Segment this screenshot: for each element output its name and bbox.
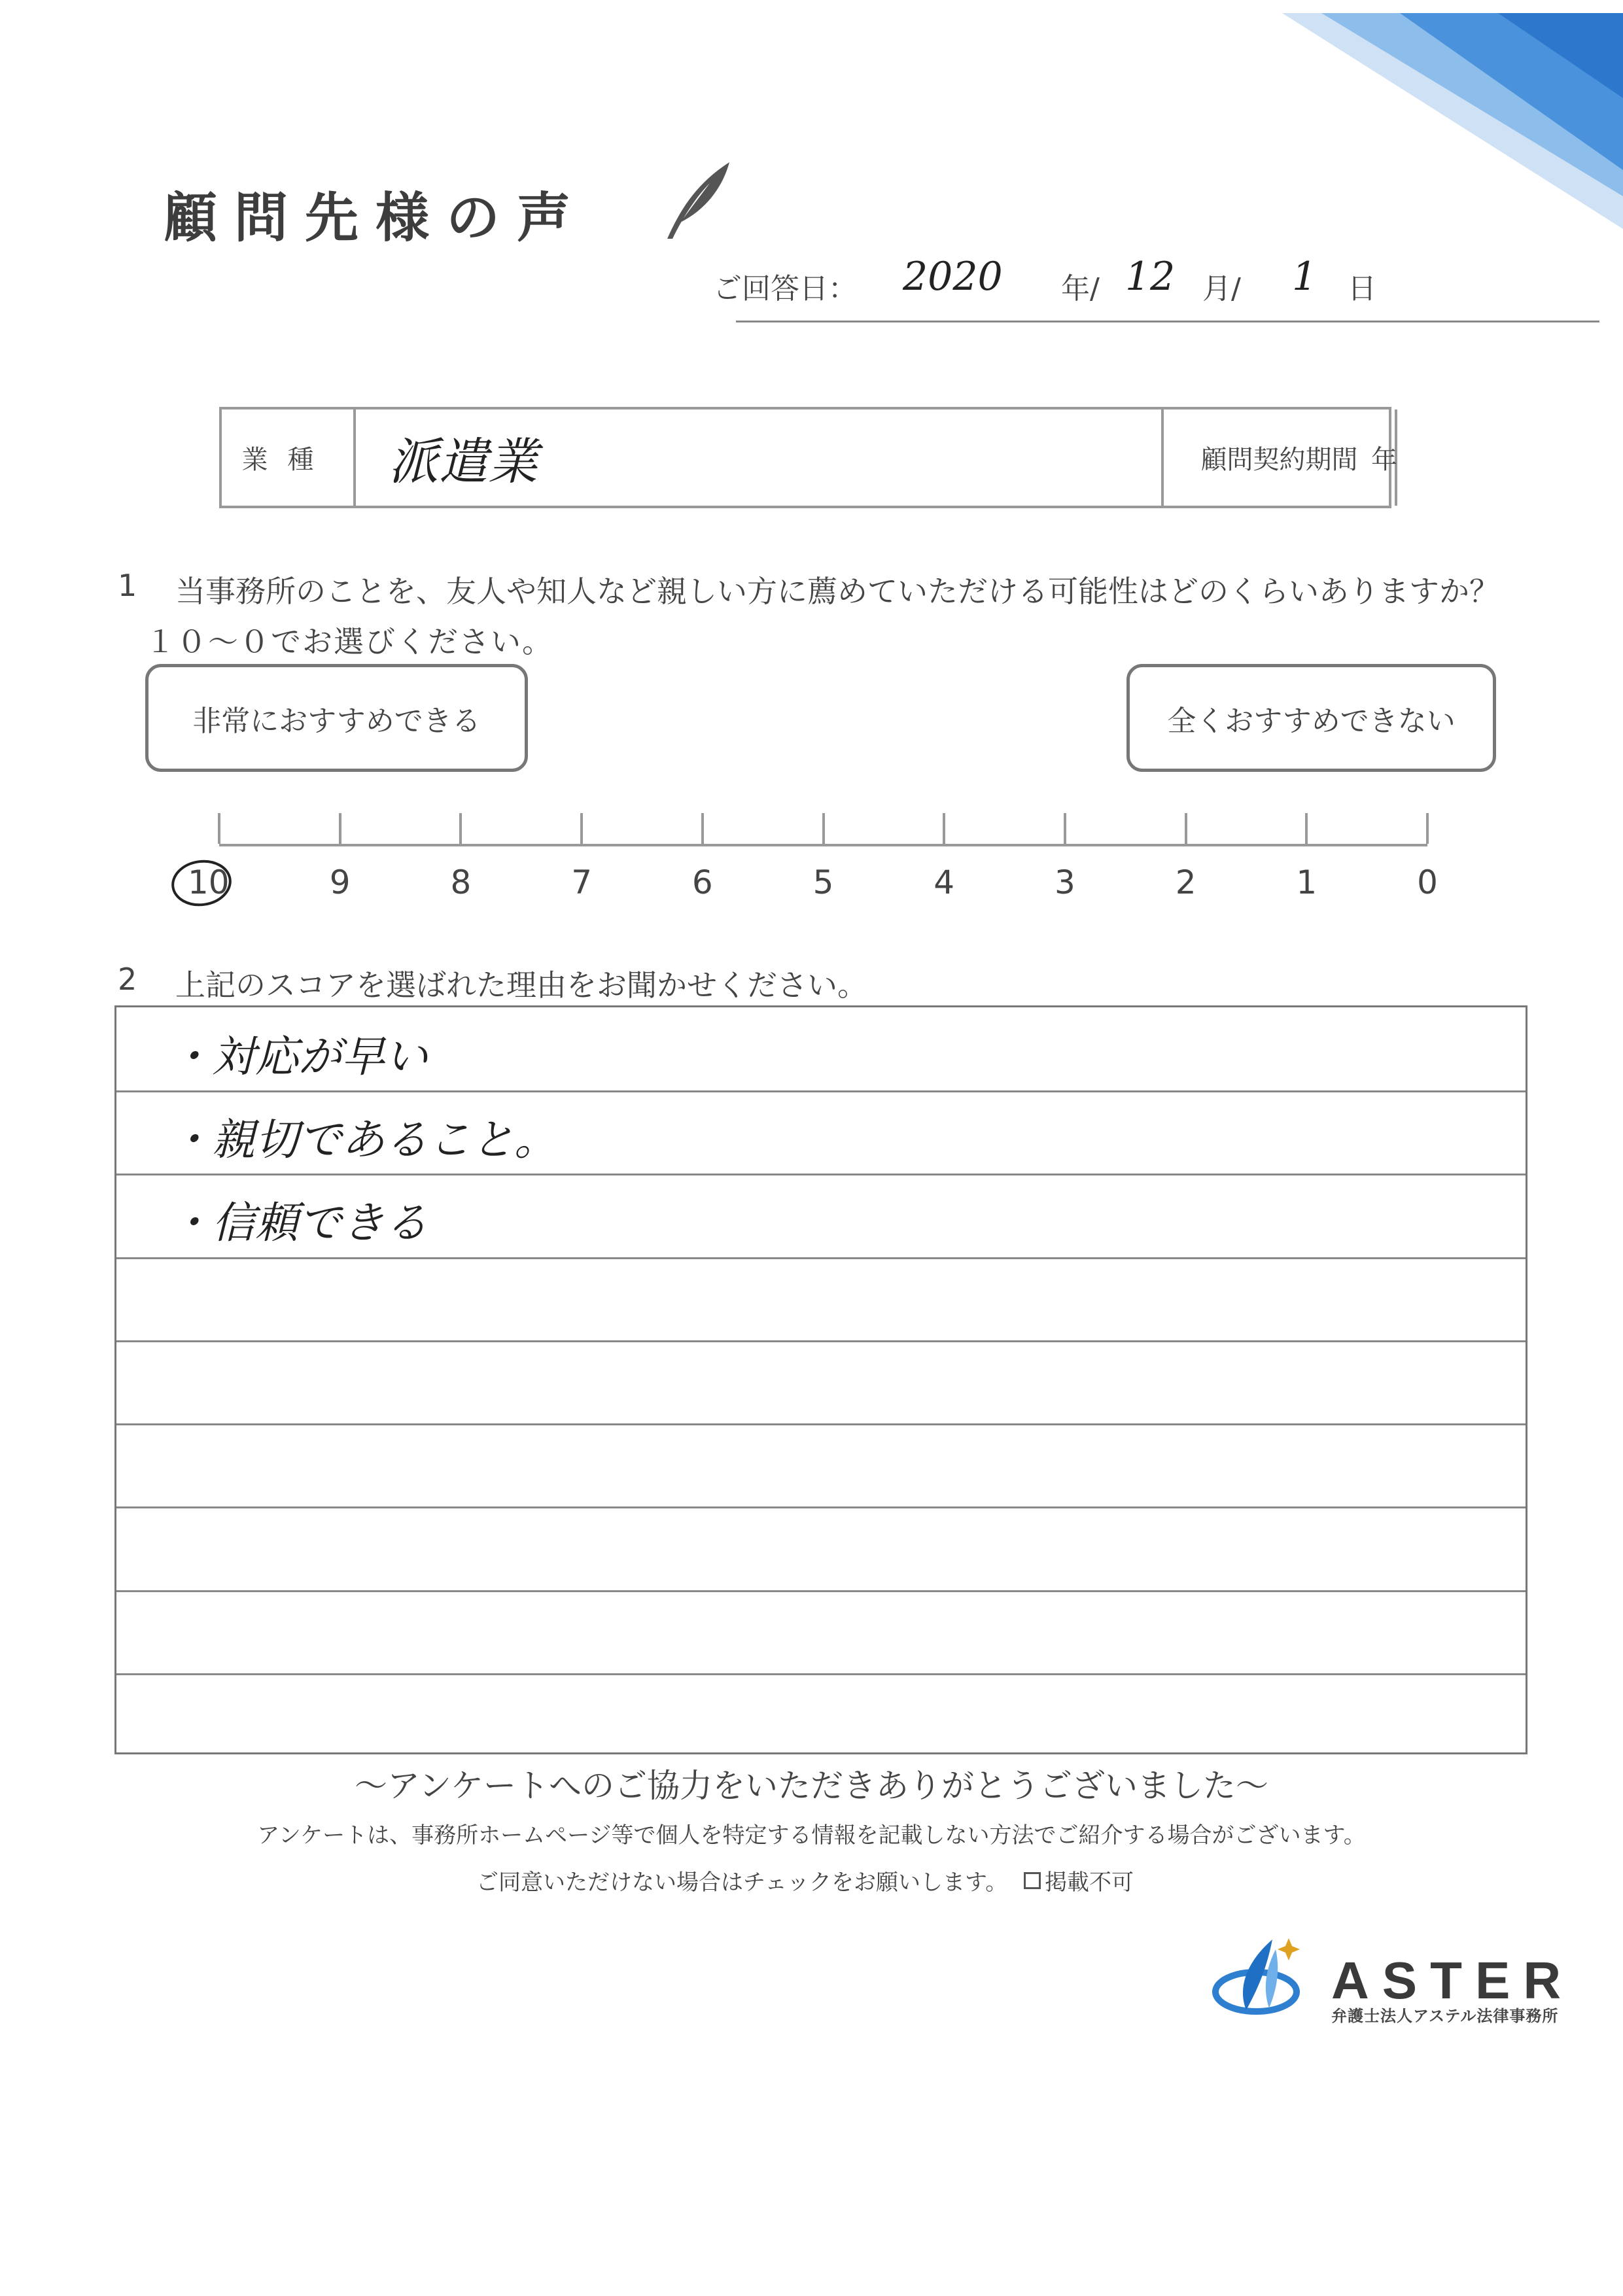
logo-subtitle: 弁護士法人アステル法律事務所 xyxy=(1331,2007,1559,2025)
scale-option-6[interactable]: 6 xyxy=(691,863,713,901)
scale-tick xyxy=(339,813,341,844)
scale-option-2[interactable]: 2 xyxy=(1175,863,1196,901)
year-unit: 年/ xyxy=(1061,272,1100,305)
month-unit: 月/ xyxy=(1202,272,1241,305)
answer-year: 2020 xyxy=(903,254,1003,300)
page-title: 顧問先様の声 xyxy=(164,187,588,249)
question1-instruction: １０〜０でお選びください。 xyxy=(145,624,553,659)
no-publish-label: 掲載不可 xyxy=(1045,1870,1134,1896)
scale-tick xyxy=(1426,813,1429,844)
corner-decoration xyxy=(1282,0,1623,229)
scale-option-1[interactable]: 1 xyxy=(1296,863,1318,901)
scale-tick xyxy=(701,813,704,844)
scale-tick xyxy=(822,813,825,844)
question2-number: 2 xyxy=(118,962,137,997)
answer-rule-line xyxy=(116,1340,1526,1342)
info-table xyxy=(219,407,1397,508)
scale-option-7[interactable]: 7 xyxy=(571,863,592,901)
contract-period-unit: 年 xyxy=(1371,445,1397,475)
score-scale-line xyxy=(219,844,1427,846)
answer-rule-line xyxy=(116,1090,1526,1092)
answer-rule-line xyxy=(116,1506,1526,1508)
answer-day: 1 xyxy=(1292,254,1318,300)
scale-tick xyxy=(943,813,945,844)
scale-option-3[interactable]: 3 xyxy=(1054,863,1075,901)
question1-text: 当事務所のことを、友人や知人など親しい方に薦めていただける可能性はどのくらいありますか？ xyxy=(175,574,1499,609)
reasons-box[interactable] xyxy=(114,1005,1527,1754)
answer-rule-line xyxy=(116,1423,1526,1425)
scale-option-9[interactable]: 9 xyxy=(329,863,351,901)
contract-period-field[interactable] xyxy=(1371,409,1417,506)
quill-icon xyxy=(661,157,733,242)
scale-tick xyxy=(1064,813,1066,844)
answer-rule-line xyxy=(116,1174,1526,1175)
scale-tick xyxy=(459,813,462,844)
thanks-message: 〜アンケートへのご協力をいただきありがとうございました〜 xyxy=(355,1767,1268,1805)
scale-tick xyxy=(1185,813,1187,844)
reason-answer-3: ・信頼できる xyxy=(169,1198,428,1249)
scale-option-0[interactable]: 0 xyxy=(1417,863,1438,901)
aster-logo-icon xyxy=(1210,1933,1308,2018)
reason-answer-1: ・対応が早い xyxy=(169,1032,428,1082)
answer-rule-line xyxy=(116,1590,1526,1592)
question1-number: 1 xyxy=(118,568,137,603)
scale-tick xyxy=(218,813,220,844)
date-underline xyxy=(736,321,1599,322)
no-publish-checkbox[interactable] xyxy=(1024,1872,1041,1889)
scale-tick xyxy=(580,813,583,844)
industry-label: 業種 xyxy=(222,409,356,506)
answer-date-label: ご回答日： xyxy=(713,272,857,305)
scale-option-10[interactable]: 10 xyxy=(188,863,230,901)
publication-note: アンケートは、事務所ホームページ等で個人を特定する情報を記載しない方法でご紹介する場合がございます。 xyxy=(257,1822,1366,1849)
reason-answer-2: ・親切であること。 xyxy=(169,1115,557,1166)
logo-wordmark: ASTER xyxy=(1331,1951,1575,2009)
answer-rule-line xyxy=(116,1673,1526,1675)
industry-value[interactable]: 派遣業 xyxy=(356,409,1164,506)
day-unit: 日 xyxy=(1348,272,1376,305)
question2-text: 上記のスコアを選ばれた理由をお聞かせください。 xyxy=(175,967,867,1003)
no-publish-option[interactable] xyxy=(1024,1864,1134,1896)
scale-option-8[interactable]: 8 xyxy=(450,863,472,901)
scale-left-label: 非常におすすめできる xyxy=(145,664,528,772)
answer-month: 12 xyxy=(1125,254,1176,300)
scale-option-4[interactable]: 4 xyxy=(934,863,955,901)
scale-option-5[interactable]: 5 xyxy=(812,863,834,901)
answer-rule-line xyxy=(116,1257,1526,1259)
scale-right-label: 全くおすすめできない xyxy=(1126,664,1496,772)
consent-note: ご同意いただけない場合はチェックをお願いします。 xyxy=(476,1870,1008,1896)
scale-tick xyxy=(1305,813,1308,844)
contract-period-label: 顧問契約期間 xyxy=(1164,409,1397,506)
